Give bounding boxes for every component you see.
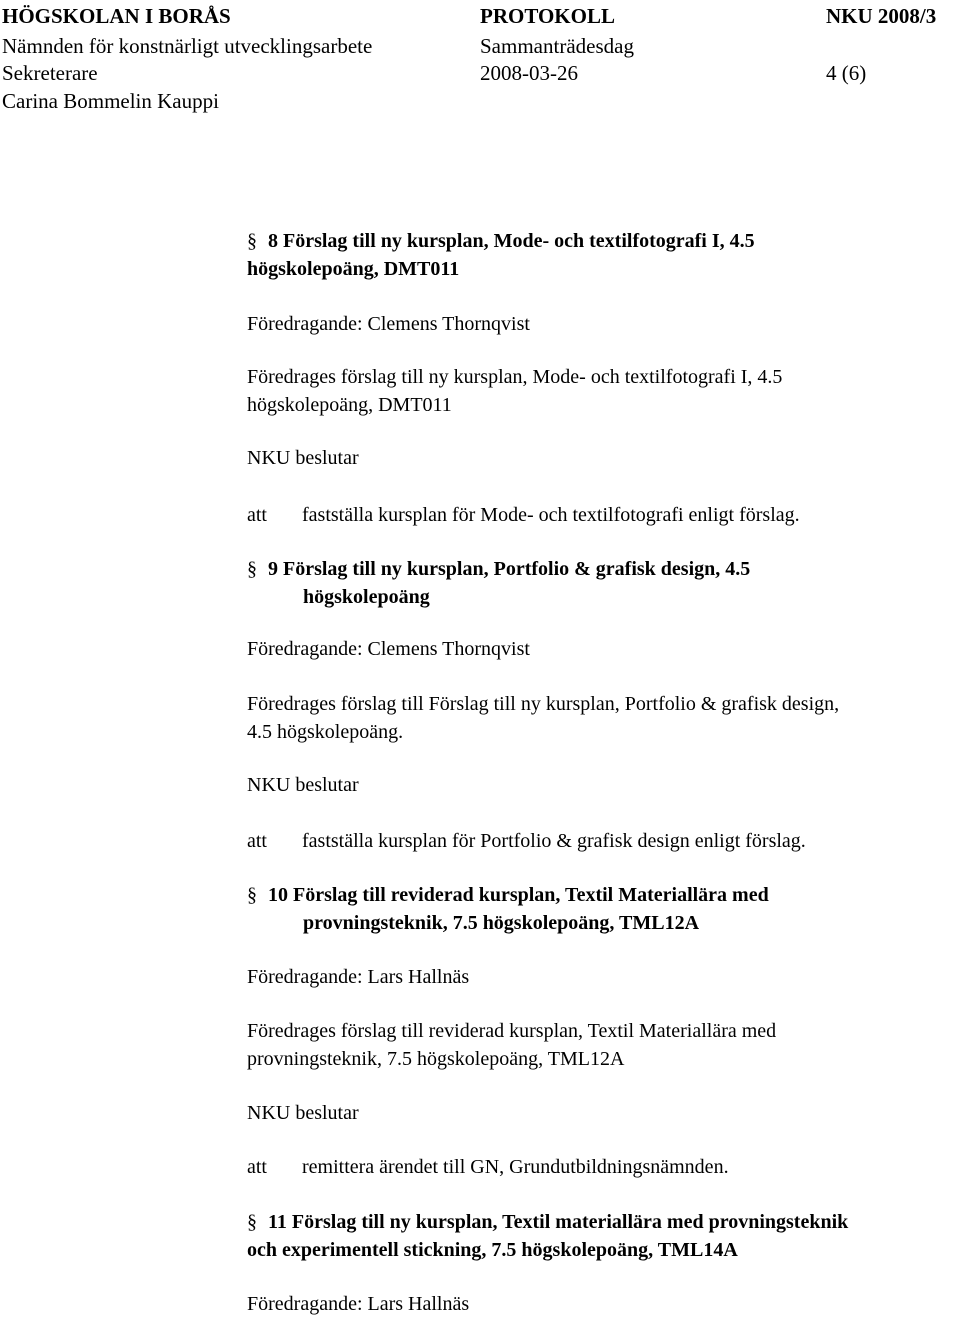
- item-8-title-line1: 8 Förslag till ny kursplan, Mode- och textilfotografi I, 4.5: [263, 230, 755, 252]
- item-10-heading: [247, 881, 769, 937]
- secretary-label: Sekreterare: [2, 61, 98, 85]
- item-11-heading: [247, 1208, 848, 1264]
- item-9-heading: [247, 555, 750, 611]
- item-11-title-line2: och experimentell stickning, 7.5 högskolepoäng, TML14A: [247, 1239, 738, 1261]
- meeting-label: Sammanträdesdag: [480, 34, 634, 58]
- item-9-att: att: [247, 830, 267, 852]
- item-10-title-line2: provningsteknik, 7.5 högskolepoäng, TML12A: [303, 912, 700, 934]
- section-mark: §: [247, 884, 257, 906]
- page-number: 4 (6): [826, 61, 867, 85]
- item-9-presenter: Föredragande: Clemens Thornqvist: [247, 638, 530, 660]
- item-10-proposal-line2: provningsteknik, 7.5 högskolepoäng, TML12A: [247, 1048, 625, 1070]
- committee-name: Nämnden för konstnärligt utvecklingsarbete: [2, 34, 373, 58]
- item-8-att: att: [247, 504, 267, 526]
- item-11-title-line1: 11 Förslag till ny kursplan, Textil materiallära med provningsteknik: [263, 1211, 849, 1233]
- item-11-presenter: Föredragande: Lars Hallnäs: [247, 1293, 470, 1315]
- doc-type: PROTOKOLL: [480, 4, 615, 28]
- item-8-heading: [247, 227, 755, 283]
- item-8-title-line2: högskolepoäng, DMT011: [247, 258, 460, 280]
- item-8-decision: fastställa kursplan för Mode- och textilfotografi enligt förslag.: [302, 504, 800, 526]
- section-mark: §: [247, 230, 257, 252]
- item-8-proposal-line1: Föredrages förslag till ny kursplan, Mode- och textilfotografi I, 4.5: [247, 366, 783, 388]
- item-8-decides: NKU beslutar: [247, 447, 359, 469]
- item-10-decision: remittera ärendet till GN, Grundutbildningsnämnden.: [302, 1156, 729, 1178]
- item-10-proposal-line1: Föredrages förslag till reviderad kursplan, Textil Materiallära med: [247, 1020, 777, 1042]
- item-9-title-line1: 9 Förslag till ny kursplan, Portfolio & grafisk design, 4.5: [263, 558, 751, 580]
- item-9-proposal-line1: Föredrages förslag till Förslag till ny kursplan, Portfolio & grafisk design,: [247, 693, 840, 715]
- item-9-title-line2: högskolepoäng: [303, 586, 430, 608]
- item-9-decides: NKU beslutar: [247, 774, 359, 796]
- item-8-proposal-line2: högskolepoäng, DMT011: [247, 394, 452, 416]
- section-mark: §: [247, 558, 257, 580]
- item-9-decision: fastställa kursplan för Portfolio & grafisk design enligt förslag.: [302, 830, 806, 852]
- item-10-att: att: [247, 1156, 267, 1178]
- item-9-proposal-line2: 4.5 högskolepoäng.: [247, 721, 404, 743]
- meeting-date: 2008-03-26: [480, 61, 578, 85]
- item-10-decides: NKU beslutar: [247, 1102, 359, 1124]
- org-name: HÖGSKOLAN I BORÅS: [2, 4, 231, 28]
- doc-number: NKU 2008/3: [826, 4, 937, 28]
- secretary-name: Carina Bommelin Kauppi: [2, 89, 219, 113]
- item-8-presenter: Föredragande: Clemens Thornqvist: [247, 313, 530, 335]
- section-mark: §: [247, 1211, 257, 1233]
- item-10-title-line1: 10 Förslag till reviderad kursplan, Textil Materiallära med: [263, 884, 769, 906]
- item-10-presenter: Föredragande: Lars Hallnäs: [247, 966, 470, 988]
